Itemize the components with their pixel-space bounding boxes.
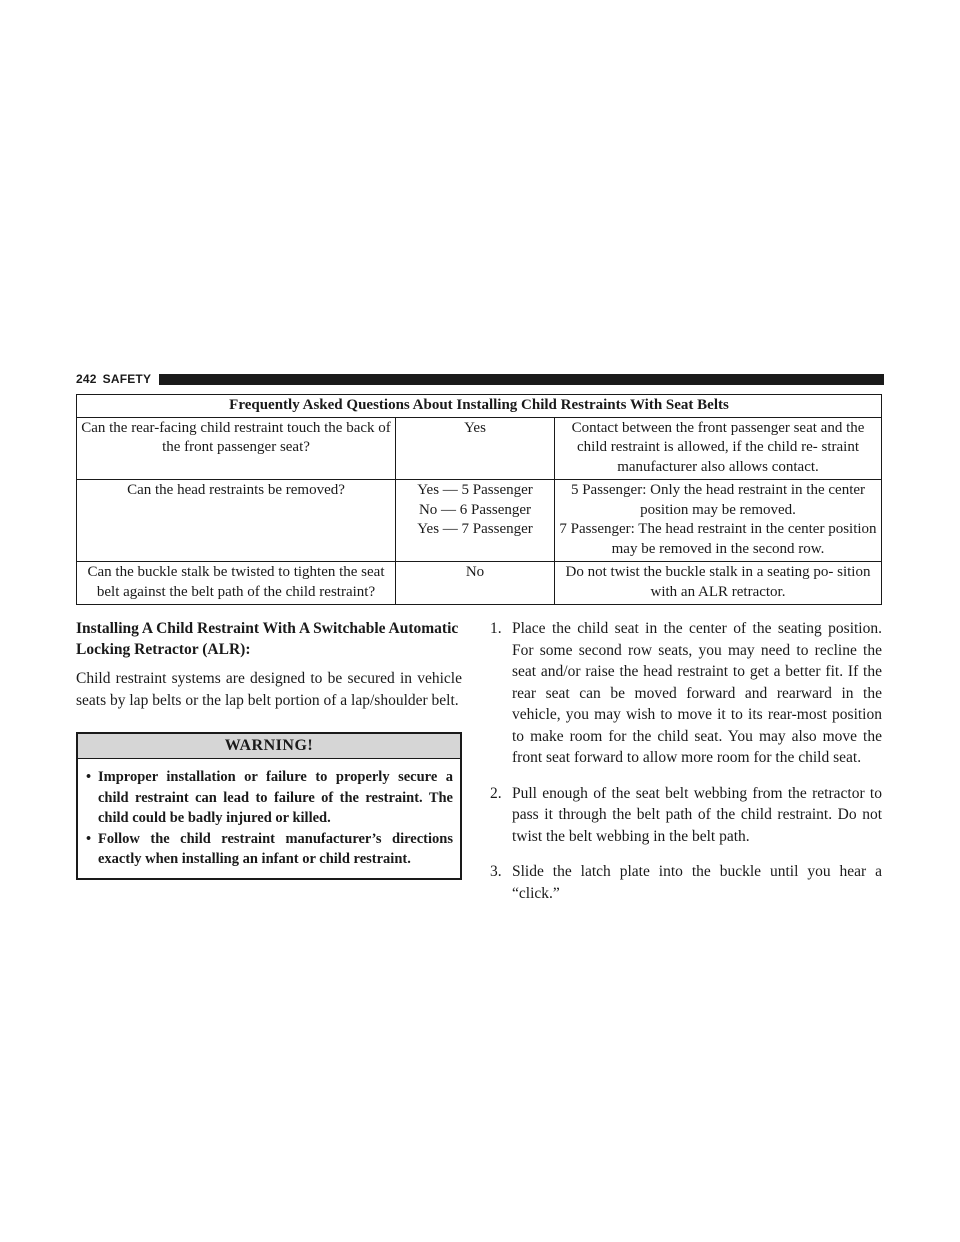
warning-text: Follow the child restraint manufacturer’s directions exactly when installing an infant or child restraint. xyxy=(98,830,453,867)
warning-box xyxy=(76,732,462,880)
faq-table-caption: Frequently Asked Questions About Installing Child Restraints With Seat Belts xyxy=(77,395,882,418)
warning-text: Improper installation or failure to properly secure a child restraint can lead to failure of the restraint. The child could be badly injured or killed. xyxy=(98,769,453,826)
faq-table xyxy=(76,394,882,605)
page-header xyxy=(76,371,884,387)
warning-list xyxy=(78,759,460,878)
right-column xyxy=(490,618,882,918)
faq-question: Can the rear-facing child restraint touch the back of the front passenger seat? xyxy=(77,417,396,480)
faq-answer: Yes — 5 Passenger No — 6 Passenger Yes — 7 Passenger xyxy=(396,480,555,562)
step-text: Pull enough of the seat belt webbing from the retractor to pass it through the belt path of the child restraint. Do not twist the belt webbing in the belt path. xyxy=(512,784,882,845)
faq-table-caption-row xyxy=(77,395,882,418)
step-number: 3. xyxy=(490,863,502,880)
step-text: Slide the latch plate into the buckle until you hear a “click.” xyxy=(512,863,882,902)
faq-details: Do not twist the buckle stalk in a seating po- sition with an ALR retractor. xyxy=(555,562,882,605)
faq-question: Can the head restraints be removed? xyxy=(77,480,396,562)
faq-details: Contact between the front passenger seat and the child restraint is allowed, if the child re- straint manufacturer also allows contact. xyxy=(555,417,882,480)
faq-answer: Yes xyxy=(396,417,555,480)
bullet-icon: • xyxy=(86,769,92,785)
step-number: 1. xyxy=(490,620,502,637)
list-item xyxy=(490,618,882,769)
table-row xyxy=(77,417,882,480)
steps-list xyxy=(490,618,882,904)
list-item xyxy=(490,861,882,904)
step-number: 2. xyxy=(490,784,502,802)
header-rule xyxy=(159,374,884,385)
section-name: SAFETY xyxy=(102,372,152,386)
list-item xyxy=(86,767,453,829)
table-row xyxy=(77,480,882,562)
faq-question: Can the buckle stalk be twisted to tighten the seat belt against the belt path of the child restraint? xyxy=(77,562,396,605)
list-item xyxy=(86,829,453,870)
faq-details: 5 Passenger: Only the head restraint in the center position may be removed. 7 Passenger: The head restraint in the center position may be removed in the second row. xyxy=(555,480,882,562)
bullet-icon: • xyxy=(86,830,92,847)
left-column xyxy=(76,618,462,880)
intro-paragraph: Child restraint systems are designed to be secured in vehicle seats by lap belts or the lap belt portion of a lap/shoulder belt. xyxy=(76,670,462,709)
step-text: Place the child seat in the center of the seating position. For some second row seats, you may need to recline the seat and/or raise the head restraint to get a better fit. If the rear seat can be moved forward and rearward in the vehicle, you may wish to move it to its rear-most position to make room for the child seat. You may also move the front seat forward to allow more room for the child seat. xyxy=(512,620,882,766)
section-heading: Installing A Child Restraint With A Switchable Automatic Locking Retractor (ALR): xyxy=(76,620,459,658)
faq-answer: No xyxy=(396,562,555,605)
page-number: 242 xyxy=(76,372,97,386)
warning-title: WARNING! xyxy=(78,734,460,759)
table-row xyxy=(77,562,882,605)
list-item xyxy=(490,783,882,848)
